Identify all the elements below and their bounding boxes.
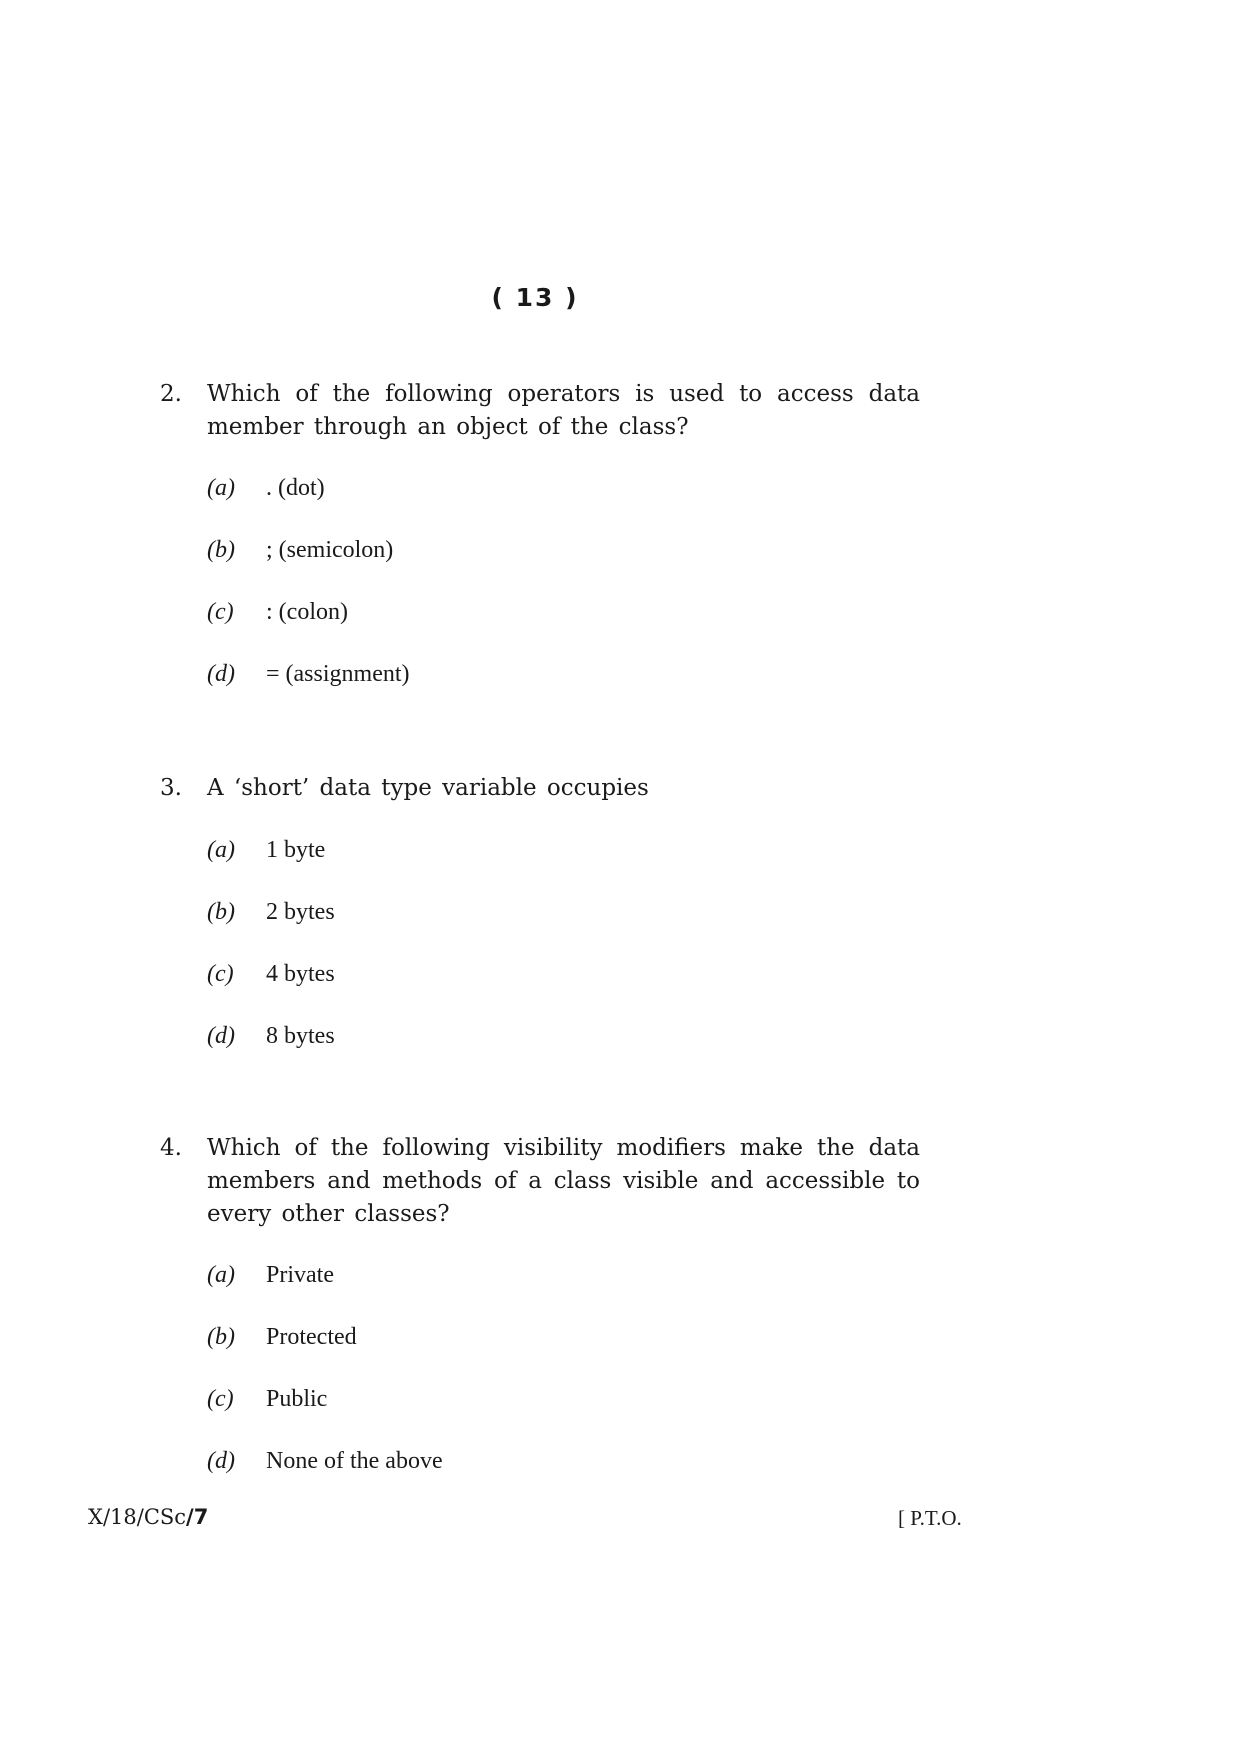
question-number: 2.: [160, 381, 182, 407]
option-label: (a): [207, 475, 235, 501]
option-list: [160, 1259, 920, 1507]
option-text: 8 bytes: [266, 1023, 335, 1049]
paper-code-suffix: /7: [186, 1505, 209, 1529]
option-label: (c): [207, 1386, 234, 1412]
option-text: ; (semicolon): [266, 537, 394, 563]
option-a: [207, 472, 920, 534]
paper-code: [88, 1505, 208, 1529]
option-list: [160, 834, 920, 1082]
question-text: Which of the following visibility modifiers make the data members and methods of a class visible and accessible to every other classes?: [207, 1135, 920, 1227]
option-b: [207, 896, 920, 958]
question-text: Which of the following operators is used to access data member through an object of the class?: [207, 381, 920, 440]
option-a: [207, 1259, 920, 1321]
option-label: (a): [207, 1262, 235, 1288]
question-3: [160, 772, 920, 1082]
option-c: [207, 1383, 920, 1445]
option-label: (d): [207, 1448, 235, 1474]
option-list: [160, 472, 920, 720]
option-a: [207, 834, 920, 896]
option-text: None of the above: [266, 1448, 443, 1474]
option-label: (d): [207, 661, 235, 687]
option-label: (c): [207, 599, 234, 625]
paper-code-prefix: X/18/CSc: [88, 1505, 187, 1529]
option-label: (b): [207, 899, 235, 925]
page-number: ( 13 ): [491, 283, 579, 312]
option-text: Public: [266, 1386, 328, 1412]
option-label: (b): [207, 1324, 235, 1350]
option-d: [207, 1445, 920, 1507]
option-text: 4 bytes: [266, 961, 335, 987]
question-number: 4.: [160, 1135, 182, 1161]
option-c: [207, 958, 920, 1020]
question-2: [160, 378, 920, 720]
option-text: 1 byte: [266, 837, 326, 863]
option-text: = (assignment): [266, 661, 410, 687]
question-4: [160, 1132, 920, 1507]
option-b: [207, 534, 920, 596]
option-b: [207, 1321, 920, 1383]
option-c: [207, 596, 920, 658]
option-label: (d): [207, 1023, 235, 1049]
option-text: . (dot): [266, 475, 325, 501]
option-text: 2 bytes: [266, 899, 335, 925]
option-d: [207, 1020, 920, 1082]
option-text: : (colon): [266, 599, 348, 625]
option-label: (a): [207, 837, 235, 863]
option-label: (c): [207, 961, 234, 987]
option-label: (b): [207, 537, 235, 563]
question-number: 3.: [160, 775, 182, 801]
please-turn-over: [ P.T.O.: [898, 1506, 962, 1530]
option-d: [207, 658, 920, 720]
option-text: Protected: [266, 1324, 357, 1350]
question-text: A ‘short’ data type variable occupies: [207, 775, 649, 801]
option-text: Private: [266, 1262, 334, 1288]
